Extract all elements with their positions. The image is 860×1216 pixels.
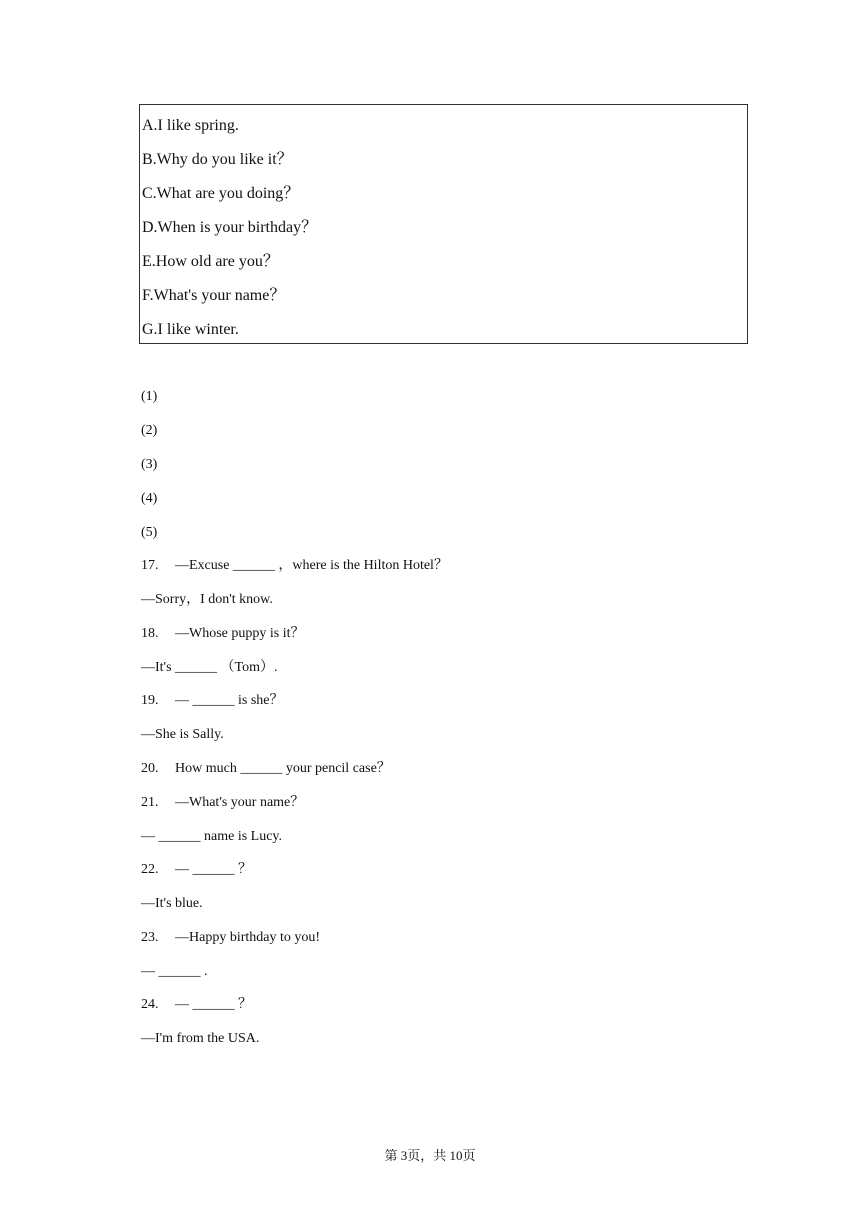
question-number: 18.: [141, 626, 159, 641]
question-text: —What's your name？: [175, 795, 305, 810]
answer-22: —It's blue.: [141, 896, 203, 911]
option-c: C.What are you doing？: [142, 185, 300, 202]
question-number: 22.: [141, 862, 159, 877]
question-24: [141, 996, 252, 1014]
question-number: 17.: [141, 558, 159, 573]
option-d: D.When is your birthday？: [142, 219, 318, 236]
answer-21: — ______ name is Lucy.: [141, 829, 283, 844]
question-number: 21.: [141, 795, 159, 810]
question-number: 20.: [141, 761, 159, 776]
option-b: B.Why do you like it？: [142, 151, 293, 168]
option-e: E.How old are you？: [142, 253, 279, 270]
answer-slot-2: (2): [141, 423, 158, 438]
question-17: [141, 557, 448, 575]
answer-slot-5: (5): [141, 525, 158, 540]
question-21: [141, 794, 304, 812]
question-23: [141, 929, 320, 947]
answer-24: —I'm from the USA.: [141, 1031, 260, 1046]
question-number: 19.: [141, 693, 159, 708]
answer-slot-4: (4): [141, 491, 158, 506]
answer-23: — ______ .: [141, 964, 208, 979]
question-number: 24.: [141, 997, 159, 1012]
question-text: — ______ is she？: [175, 693, 284, 708]
question-text: —Excuse ______ ，where is the Hilton Hotel？: [175, 558, 448, 573]
option-f: F.What's your name？: [142, 287, 286, 304]
question-18: [141, 625, 305, 643]
question-22: [141, 861, 252, 879]
answer-19: —She is Sally.: [141, 727, 224, 742]
option-a: A.I like spring.: [142, 117, 239, 134]
question-text: —Happy birthday to you!: [175, 930, 321, 945]
answer-18: —It's ______ （Tom）.: [141, 660, 278, 675]
answer-17: —Sorry，I don't know.: [141, 592, 273, 607]
option-g: G.I like winter.: [142, 321, 239, 338]
question-number: 23.: [141, 930, 159, 945]
answer-slot-1: (1): [141, 389, 158, 404]
question-19: [141, 692, 284, 710]
answer-slot-3: (3): [141, 457, 158, 472]
page-footer: 第 3页，共 10页: [384, 1148, 476, 1163]
question-text: — ______ ？: [175, 862, 252, 877]
question-20: [141, 760, 391, 778]
options-box: [139, 104, 748, 344]
question-text: — ______ ？: [175, 997, 252, 1012]
question-text: How much ______ your pencil case？: [175, 761, 391, 776]
question-text: —Whose puppy is it？: [175, 626, 305, 641]
